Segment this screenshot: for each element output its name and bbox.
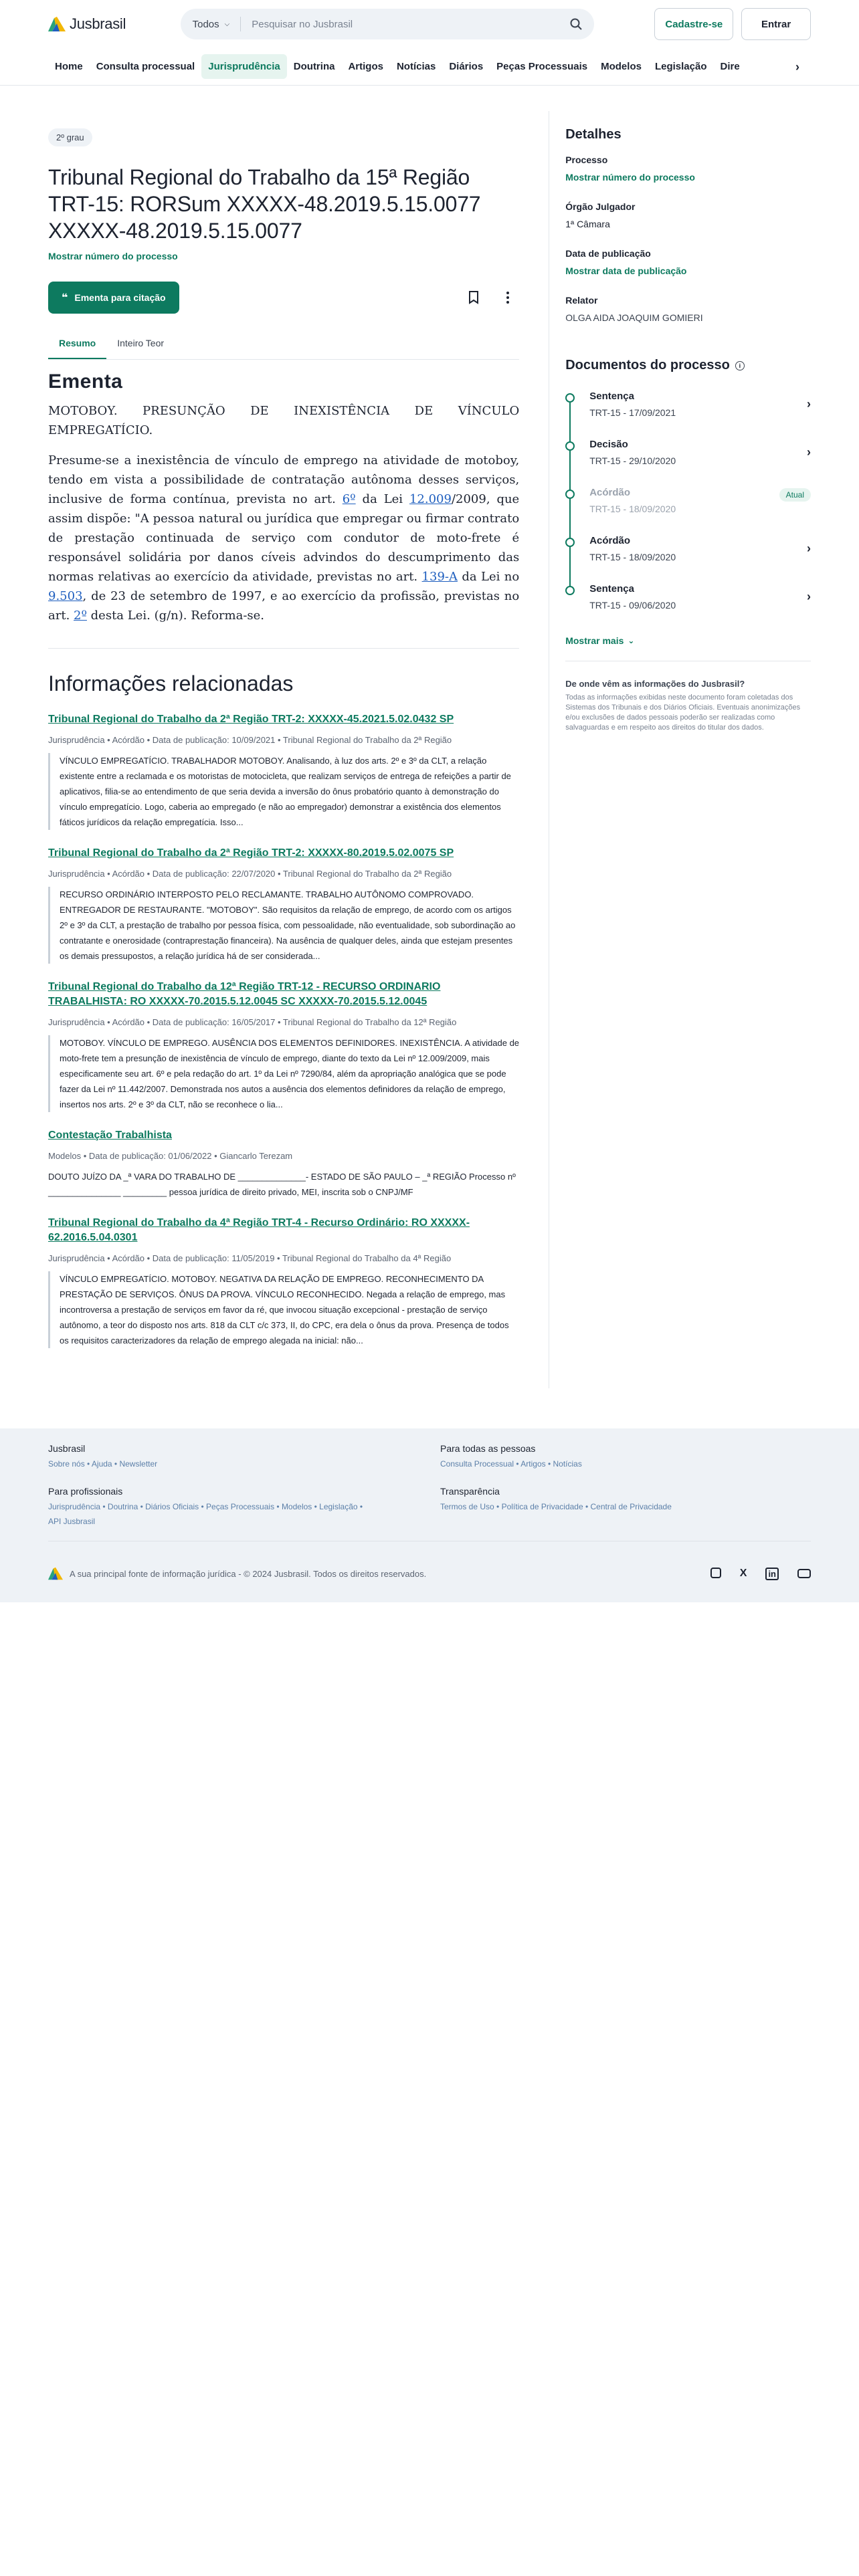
x-twitter-icon[interactable]: X: [739, 1567, 747, 1579]
related-item-title[interactable]: Tribunal Regional do Trabalho da 12ª Região TRT-12 - RECURSO ORDINARIO TRABALHISTA: RO XXXXX-70.2015.5.12.0045 SC XXXXX-70.2015.5.12.0045: [48, 981, 441, 1007]
timeline-line: [569, 403, 571, 443]
document-item[interactable]: [565, 391, 811, 439]
law-link-139a[interactable]: 139-A: [421, 570, 458, 584]
quote-icon: ❝: [62, 292, 68, 304]
document-type: Acórdão: [589, 487, 631, 498]
related-item-title[interactable]: Tribunal Regional do Trabalho da 4ª Região TRT-4 - Recurso Ordinário: RO XXXXX-62.2016.5.04.0301: [48, 1217, 470, 1243]
related-heading: Informações relacionadas: [48, 671, 294, 695]
chevron-right-icon: ›: [807, 590, 811, 603]
ementa-text: desta Lei. (g/n). Reforma-se.: [86, 609, 265, 623]
ementa-text: da Lei no: [457, 570, 520, 584]
chevron-down-icon: ⌄: [628, 636, 635, 645]
timeline-dot: [565, 490, 575, 499]
related-item: [48, 712, 519, 830]
chevron-right-icon: ›: [807, 445, 811, 459]
related-item-snippet: MOTOBOY. VÍNCULO DE EMPREGO. AUSÊNCIA DOS ELEMENTOS DEFINIDORES. INEXISTÊNCIA. A atividade de moto-frete tem a presunção de inexistência de vínculo de emprego, diante do texto da Lei nº 12.009/2009, mais especificamente seu art. 6º e pela redação do art. 1º da Lei nº 7290/84, além da apropriação analógica que se pode fazer da Lei nº 11.442/2007. Demonstrada nos autos a ausência dos elementos definidores da relação de emprego, insertos nos arts. 2º e 3º da CLT, não se reconhece o lia...: [48, 1035, 519, 1112]
ementa-body: [48, 451, 519, 625]
footer-links[interactable]: Termos de Uso • Política de Privacidade • Central de Privacidade: [440, 1502, 672, 1511]
document-item[interactable]: [565, 439, 811, 487]
related-item: [48, 1128, 519, 1200]
document-info: TRT-15 - 09/06/2020: [589, 600, 676, 611]
processo-show-link[interactable]: Mostrar número do processo: [565, 172, 695, 183]
main-nav: [0, 48, 859, 86]
document-info: TRT-15 - 18/09/2020: [589, 552, 676, 562]
document-item[interactable]: [565, 583, 811, 631]
document-info: TRT-15 - 18/09/2020: [589, 504, 676, 514]
nav-item-noticias[interactable]: Notícias: [396, 61, 436, 72]
signup-button[interactable]: Cadastre-se: [654, 8, 733, 40]
orgao-value: 1ª Câmara: [565, 219, 610, 229]
timeline-line: [569, 499, 571, 539]
documents-timeline: [565, 391, 811, 631]
nav-item-modelos[interactable]: Modelos: [601, 61, 642, 72]
ementa-text: /2009, que assim dispõe: "A pessoa natural ou jurídica que empregar ou firmar contrato de prestação continuada de serviço com condutor de moto-frete é responsável solidária por danos cíveis advindos do descumprimento das normas relativas ao exercício da atividade, previstas no art.: [48, 492, 520, 584]
related-item-snippet: VÍNCULO EMPREGATÍCIO. MOTOBOY. NEGATIVA DA RELAÇÃO DE EMPREGO. RECONHECIMENTO DA PRESTAÇÃO DE SERVIÇOS. ÔNUS DA PROVA. VÍNCULO RECONHECIDO. Negada a relação de emprego, mas incontroversa a prestação de serviços em favor da ré, que invocou situação excepcional - prestação de serviço autônomo, a teor do disposto nos arts. 818 da CLT c/c 373, II, do CPC, era dela o ônus da prova. Presença de todos os requisitos caracterizadores da relação de emprego alegada na inicial: não...: [48, 1271, 519, 1348]
ementa-summary: MOTOBOY. PRESUNÇÃO DE INEXISTÊNCIA DE VÍNCULO EMPREGATÍCIO.: [48, 404, 520, 437]
document-item-current: [565, 487, 811, 535]
nav-item-jurisprudencia[interactable]: Jurisprudência: [201, 54, 287, 79]
document-type: Decisão: [589, 439, 628, 450]
login-button[interactable]: Entrar: [741, 8, 811, 40]
document-item[interactable]: [565, 535, 811, 583]
document-type: Sentença: [589, 391, 634, 402]
footer-col-title: Para todas as pessoas: [440, 1443, 536, 1454]
nav-item-legislacao[interactable]: Legislação: [654, 61, 707, 72]
nav-item-direito[interactable]: Dire: [720, 61, 740, 72]
footer-links[interactable]: Consulta Processual • Artigos • Notícias: [440, 1459, 582, 1469]
bookmark-icon[interactable]: [468, 291, 479, 304]
related-item: [48, 846, 519, 964]
timeline-line: [569, 451, 571, 491]
orgao-label: Órgão Julgador: [565, 201, 636, 212]
more-options-icon[interactable]: [506, 291, 510, 304]
footer-links[interactable]: API Jusbrasil: [48, 1517, 96, 1526]
nav-item-artigos[interactable]: Artigos: [348, 61, 383, 72]
related-item: [48, 980, 519, 1112]
law-link-art2[interactable]: 2º: [74, 609, 87, 623]
document-info: TRT-15 - 29/10/2020: [589, 455, 676, 466]
footer-links[interactable]: Sobre nós • Ajuda • Newsletter: [48, 1459, 158, 1469]
documents-heading: Documentos do processo: [565, 358, 730, 372]
related-item-snippet: RECURSO ORDINÁRIO INTERPOSTO PELO RECLAMANTE. TRABALHO AUTÔNOMO COMPROVADO. ENTREGADOR DE RESTAURANTE. "MOTOBOY". São requisitos da relação de emprego, de acordo com os artigos 2º e 3º da CLT, a prestação de trabalho por pessoa física, com pessoalidade, não eventualidade, sob subordinação ao contratante e onerosidade (contraprestação financeira). Na ausência de qualquer deles, ainda que estejam presentes os demais pressupostos, a relação jurídica há de ser considerada...: [48, 887, 519, 964]
chevron-right-icon: ›: [807, 397, 811, 411]
nav-item-consulta[interactable]: Consulta processual: [96, 61, 195, 72]
tab-inteiro-teor[interactable]: Inteiro Teor: [117, 338, 165, 348]
search-input[interactable]: Pesquisar no Jusbrasil: [252, 18, 353, 30]
related-item: [48, 1216, 519, 1348]
processo-label: Processo: [565, 154, 608, 165]
timeline-line: [569, 547, 571, 587]
details-sidebar: [549, 111, 811, 1388]
details-heading: Detalhes: [565, 127, 622, 142]
divider: [48, 648, 519, 649]
chevron-down-icon: ⌵: [224, 20, 230, 28]
related-item-title[interactable]: Tribunal Regional do Trabalho da 2ª Região TRT-2: XXXXX-80.2019.5.02.0075 SP: [48, 847, 454, 859]
youtube-icon[interactable]: [797, 1569, 811, 1578]
search-icon[interactable]: [570, 18, 582, 30]
instance-chip: 2º grau: [48, 128, 92, 146]
data-label: Data de publicação: [565, 248, 651, 259]
law-link-12009[interactable]: 12.009: [409, 492, 452, 506]
document-tabs: [48, 328, 519, 360]
related-item-meta: Modelos • Data de publicação: 01/06/2022 • Giancarlo Terezam: [48, 1151, 293, 1161]
timeline-dot: [565, 538, 575, 547]
document-info: TRT-15 - 17/09/2021: [589, 407, 676, 418]
relator-value: OLGA AIDA JOAQUIM GOMIERI: [565, 312, 703, 323]
chevron-right-icon: ›: [807, 542, 811, 555]
logo-text: Jusbrasil: [70, 15, 126, 32]
nav-item-home[interactable]: Home: [55, 61, 83, 72]
law-link-art6[interactable]: 6º: [342, 492, 356, 506]
relator-label: Relator: [565, 295, 598, 306]
footer-col-title: Jusbrasil: [48, 1443, 86, 1454]
cite-ementa-button[interactable]: [48, 282, 179, 314]
nav-item-pecas[interactable]: Peças Processuais: [496, 61, 588, 72]
footer-col-title: Transparência: [440, 1486, 500, 1497]
footer-col-title: Para profissionais: [48, 1486, 123, 1497]
document-type: Acórdão: [589, 535, 631, 546]
related-item-meta: Jurisprudência • Acórdão • Data de publicação: 11/05/2019 • Tribunal Regional do Trabalho da 4ª Região: [48, 1253, 452, 1263]
document-type: Sentença: [589, 583, 634, 595]
related-item-snippet: VÍNCULO EMPREGATÍCIO. TRABALHADOR MOTOBOY. Analisando, à luz dos arts. 2º e 3º da CLT, a relação existente entre a reclamada e os motoristas de motocicleta, que realizam serviços de entrega de refeições a partir de aplicativos, filia-se ao entendimento de que seria devida a inversão do ônus probatório quanto à demonstração do vínculo empregatício. Logo, caberia ao empregado (e não ao empregador) demonstrar a existência dos elementos fáticos jurídicos da relação empregatícia. Isso...: [48, 753, 519, 830]
show-more-link[interactable]: [565, 635, 811, 646]
nav-item-doutrina[interactable]: Doutrina: [293, 61, 335, 72]
cite-button-label: Ementa para citação: [74, 292, 166, 303]
search-scope-select[interactable]: [193, 17, 242, 31]
law-link-9503[interactable]: 9.503: [48, 589, 83, 603]
ementa-text: , de 23 de setembro de 1997, e ao exercício da profissão, previstas no art.: [48, 589, 520, 623]
ementa-text: Presume-se a inexistência de vínculo de emprego na atividade de motoboy, tendo em vista a possibilidade de contratação autônoma desses serviços, inclusive de forma contínua, prevista no art.: [48, 453, 520, 506]
page-title: Tribunal Regional do Trabalho da 15ª Região TRT-15: RORSum XXXXX-48.2019.5.15.0077 XXXXX-48.2019.5.15.0077: [48, 165, 481, 243]
source-note-title: De onde vêm as informações do Jusbrasil?: [565, 679, 745, 689]
footer-bottom: [48, 1550, 811, 1597]
timeline-dot: [565, 441, 575, 451]
logo-icon: [48, 17, 66, 31]
related-item-meta: Jurisprudência • Acórdão • Data de publicação: 10/09/2021 • Tribunal Regional do Trabalho da 2ª Região: [48, 735, 452, 745]
related-item-meta: Jurisprudência • Acórdão • Data de publicação: 16/05/2017 • Tribunal Regional do Trabalho da 12ª Região: [48, 1017, 457, 1027]
show-more-label: Mostrar mais: [565, 635, 624, 646]
related-item-title[interactable]: Tribunal Regional do Trabalho da 2ª Região TRT-2: XXXXX-45.2021.5.02.0432 SP: [48, 714, 454, 725]
main-content: [48, 111, 519, 1388]
logo-icon: [48, 1567, 63, 1580]
copyright-text: A sua principal fonte de informação jurídica - © 2024 Jusbrasil. Todos os direitos reservados.: [70, 1568, 427, 1579]
jusbrasil-logo[interactable]: [48, 15, 179, 33]
related-item-title[interactable]: Contestação Trabalhista: [48, 1130, 172, 1141]
tab-resumo[interactable]: Resumo: [48, 328, 106, 359]
nav-scroll-right-icon[interactable]: ›: [784, 48, 811, 86]
show-process-number-link[interactable]: Mostrar número do processo: [48, 251, 178, 261]
footer-links[interactable]: Jurisprudência • Doutrina • Diários Oficiais • Peças Processuais • Modelos • Legislação •: [48, 1502, 363, 1511]
source-note-text: Todas as informações exibidas neste documento foram coletadas dos Sistemas dos Tribunais e dos Diários Oficiais. Eventuais anonimizações e/ou exclusões de dados pessoais poderão ser realizadas como salvaguardas e em respeito aos direitos do titular dos dados.: [565, 693, 801, 732]
related-item-snippet: DOUTO JUÍZO DA _ª VARA DO TRABALHO DE ______________- ESTADO DE SÃO PAULO – _ª REGIÃO Processo nº _______________ _________ pessoa jurídica de direito privado, MEI, inscrita sob o CNPJ/MF: [48, 1172, 516, 1197]
ementa-text: da Lei: [355, 492, 409, 506]
related-item-meta: Jurisprudência • Acórdão • Data de publicação: 22/07/2020 • Tribunal Regional do Trabalho da 2ª Região: [48, 869, 452, 879]
current-badge: Atual: [779, 488, 811, 502]
top-bar: [0, 0, 859, 48]
ementa-heading: Ementa: [48, 370, 123, 393]
linkedin-icon[interactable]: in: [765, 1568, 779, 1580]
search-bar[interactable]: [181, 9, 595, 39]
timeline-dot: [565, 393, 575, 403]
search-scope-label: Todos: [192, 18, 219, 30]
timeline-dot: [565, 586, 575, 595]
data-show-link[interactable]: Mostrar data de publicação: [565, 265, 687, 276]
instagram-icon[interactable]: [710, 1568, 721, 1578]
nav-item-diarios[interactable]: Diários: [449, 61, 484, 72]
info-icon[interactable]: i: [735, 361, 745, 370]
